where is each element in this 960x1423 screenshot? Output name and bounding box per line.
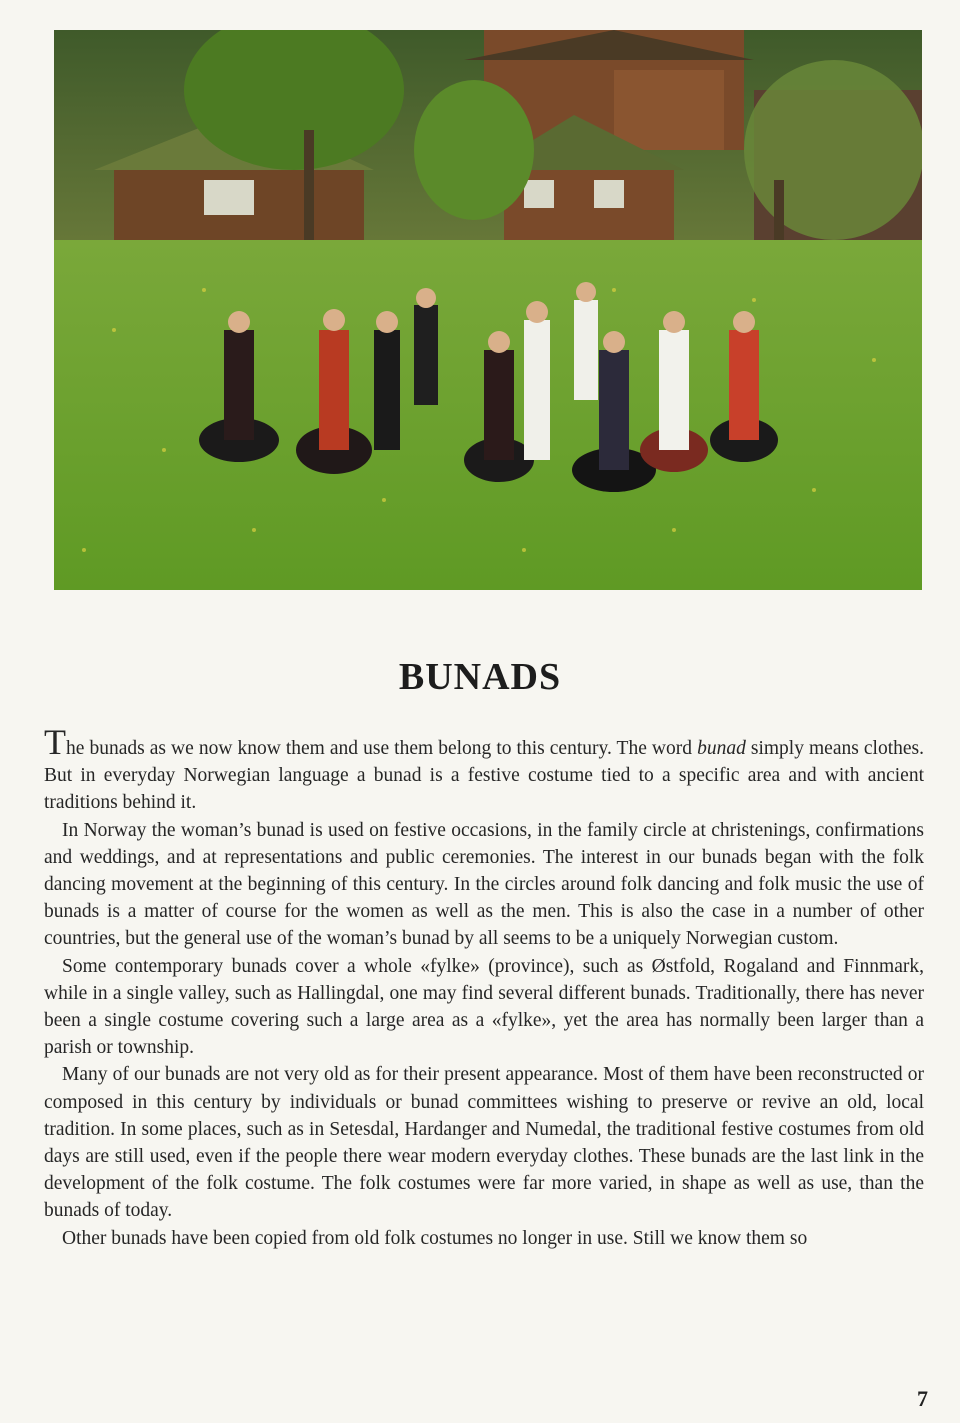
paragraph-5: Other bunads have been copied from old folk costumes no longer in use. Still we know them so — [62, 1227, 808, 1249]
page-number: 7 — [917, 1386, 928, 1411]
photo-illustration — [54, 30, 922, 590]
page-title: BUNADS — [398, 656, 562, 698]
paragraph-1-text-a: he bunads as we now know them and use them belong to this century. The word — [66, 738, 698, 759]
paragraph-3: Some contemporary bunads cover a whole «fylke» (province), such as Østfold, Rogaland and Finnmark, while in a single valley, such as Hallingdal, one may find several different bunads. Traditionally, there has never been a single costume covering such a large area as a «fylke», yet the area has normally been larger than a parish or township. — [44, 955, 924, 1059]
paragraph-1 — [44, 722, 924, 817]
paragraph-1-text-b: simply means clothes. But in everyday Norwegian language a bunad is a festive costume tied to a specific area and with ancient traditions behind it. — [44, 738, 924, 814]
paragraph-1-italic-term: bunad — [697, 738, 746, 759]
paragraph-2: In Norway the woman’s bunad is used on festive occasions, in the family circle at christenings, confirmations and weddings, and at representations and public ceremonies. The interest in our bunads began with the folk dancing movement at the beginning of this century. In the circles around folk dancing and folk music the use of bunads is a matter of course for the women as well as the men. This is also the case in a number of other countries, but the general use of the woman’s bunad by all seems to be a uniquely Norwegian custom. — [44, 819, 924, 950]
drop-cap: T — [44, 722, 66, 762]
paragraph-4: Many of our bunads are not very old as for their present appearance. Most of them have been reconstructed or composed in this century by individuals or bunad committees wishing to preserve or revive an old, local tradition. In some places, such as in Setesdal, Hardanger and Numedal, the traditional festive costumes from old days are still used, even if the people there wear modern everyday clothes. These bunads are the last link in the development of the folk costume. The folk costumes were far more varied, in shape as well as use, than the bunads of today. — [44, 1064, 924, 1222]
article-body — [44, 722, 924, 1252]
folk-dancers-photo — [54, 30, 922, 590]
